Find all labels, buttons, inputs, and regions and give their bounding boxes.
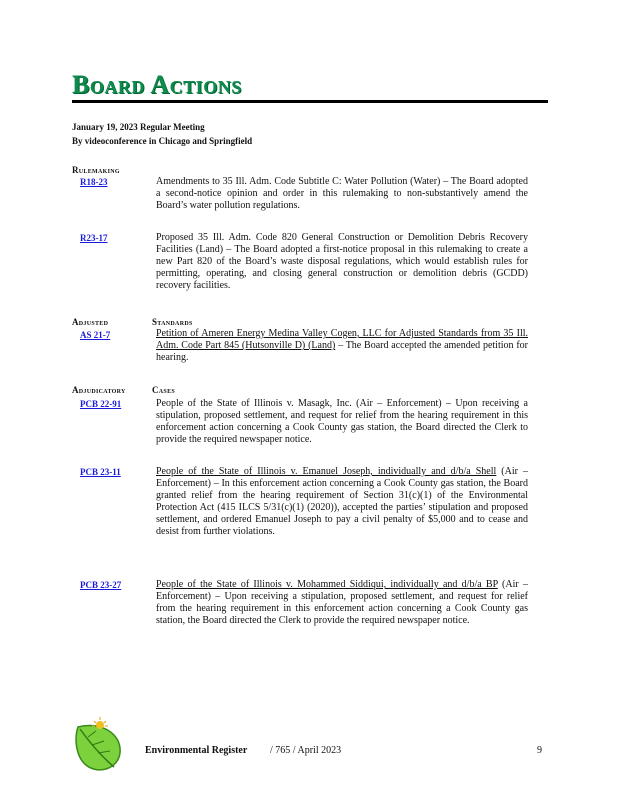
case-summary: People of the State of Illinois v. Masagk, Inc. (Air – Enforcement) – Upon receiving a stipulation, proposed settlement, and request for relief from the hearing requirement in this enforcement action concerning a Cook County gas station, the Board directed the Clerk to provide the required newspaper notice.: [156, 398, 528, 445]
docket-link-pcb-22-91[interactable]: PCB 22-91: [80, 399, 122, 409]
section-heading-part: Cases: [152, 385, 176, 395]
case-summary: (Air – Enforcement) – In this enforcement action concerning a Cook County gas station, the Board granted relief from the hearing requirement of Section 31(c)(1) of the Environmental Protection Act (415 ILCS 5/31(c)(1) (2020)), accepted the parties’ stipulation and proposed settlement, and ordered Emanuel Joseph to pay a civil penalty of $5,000 and to cease and desist from further violations.: [156, 466, 528, 537]
docket-link-r23-17[interactable]: R23-17: [80, 233, 108, 243]
section-heading-adjusted-standards: [72, 317, 193, 327]
docket-link-pcb-23-11[interactable]: PCB 23-11: [80, 467, 121, 477]
docket-link-as-21-7[interactable]: AS 21-7: [80, 330, 111, 340]
rulemaking-item-text: Amendments to 35 Ill. Adm. Code Subtitle C: Water Pollution (Water) – The Board adopted a second-notice opinion and order in this rulemaking to non-substantively amend the Board’s water pollution regulations.: [156, 176, 528, 211]
adjudicatory-item-text: [156, 579, 528, 627]
section-heading-adjudicatory-cases: [72, 385, 176, 395]
case-summary: (Air – Enforcement) – Upon receiving a stipulation, proposed settlement, and request for relief from the hearing requirement in this enforcement action concerning a Cook County gas station, the Board directed the Clerk to provide the required newspaper notice.: [156, 579, 528, 626]
adjudicatory-item-text: [156, 398, 528, 446]
section-heading-rulemaking: Rulemaking: [72, 165, 120, 175]
case-title: People of the State of Illinois v. Emanuel Joseph, individually and d/b/a Shell: [156, 466, 497, 477]
leaf-logo-icon: [70, 715, 126, 775]
docket-link-r18-23[interactable]: R18-23: [80, 177, 108, 187]
footer-publication: Environmental Register: [145, 745, 248, 756]
page-title: Board Actions: [72, 70, 242, 99]
adjusted-item-text: [156, 328, 528, 364]
page-number: 9: [537, 745, 542, 756]
case-title: People of the State of Illinois v. Mohammed Siddiqui, individually and d/b/a BP: [156, 579, 498, 590]
section-heading-part: Adjusted: [72, 317, 109, 327]
section-heading-part: Standards: [152, 317, 193, 327]
case-summary: – The Board accepted the amended petition for hearing.: [156, 340, 528, 363]
title-rule: [72, 100, 548, 103]
footer-issue: / 765 / April 2023: [270, 745, 342, 756]
case-title: Petition of Ameren Energy Medina Valley Cogen, LLC for Adjusted Standards from 35 Ill. Adm. Code Part 845 (Hutsonville D) (Land): [156, 328, 528, 351]
section-heading-part: Adjudicatory: [72, 385, 126, 395]
adjudicatory-item-text: [156, 466, 528, 538]
venue-line: By videoconference in Chicago and Springfield: [72, 136, 253, 146]
docket-link-pcb-23-27[interactable]: PCB 23-27: [80, 580, 122, 590]
meeting-line: January 19, 2023 Regular Meeting: [72, 122, 205, 132]
rulemaking-item-text: Proposed 35 Ill. Adm. Code 820 General Construction or Demolition Debris Recovery Facilities (Land) – The Board adopted a first-notice proposal in this rulemaking to create a new Part 820 of the Board’s waste disposal regulations, which would establish rules for permitting, operating, and closing general construction or demolition debris (GCDD) recovery facilities.: [156, 232, 528, 291]
